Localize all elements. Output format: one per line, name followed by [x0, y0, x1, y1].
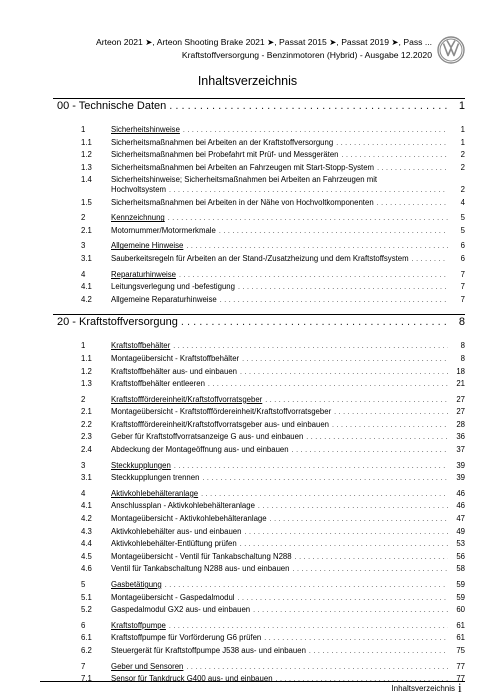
toc-entry[interactable]: [53, 420, 465, 431]
entry-line: [53, 564, 465, 575]
leader-dots: [295, 553, 448, 563]
entry-page-number: 1: [460, 125, 465, 134]
entry-line: [53, 295, 465, 306]
leader-dots: [208, 380, 448, 390]
entry-title: Kennzeichnung: [111, 213, 165, 223]
toc-entry[interactable]: [53, 489, 465, 500]
leader-dots: [270, 515, 448, 525]
toc-entry[interactable]: [53, 527, 465, 538]
entry-page-number: 1: [460, 137, 465, 147]
entry-title: Kraftstoffbehälter entleeren: [111, 379, 205, 389]
entry-page-number: 77: [456, 674, 465, 684]
entry-line: [53, 282, 465, 293]
entry-number: 7: [81, 661, 86, 671]
entry-title: Leitungsverlegung und -befestigung: [111, 282, 235, 292]
entry-line: [53, 473, 465, 484]
leader-dots: [244, 528, 448, 538]
toc-entry[interactable]: [53, 621, 465, 632]
toc-entry[interactable]: [53, 461, 465, 472]
leader-dots: [181, 316, 448, 328]
entry-number: 2.1: [81, 407, 92, 417]
footer-page-number: i: [458, 680, 462, 695]
entry-line: [53, 605, 465, 616]
entry-number: 1.1: [81, 353, 92, 363]
entry-page-number: 8: [460, 341, 465, 351]
toc-section-heading[interactable]: [53, 98, 465, 120]
leader-dots: [242, 355, 448, 365]
entry-page-number: 21: [456, 379, 465, 389]
entry-number: 3.1: [81, 473, 92, 483]
leader-dots: [174, 462, 448, 472]
entry-line: [53, 633, 465, 644]
toc-entry[interactable]: [53, 341, 465, 352]
entry-line: [53, 539, 465, 550]
toc-entry[interactable]: [53, 646, 465, 657]
entry-page-number: 27: [456, 407, 465, 417]
entry-number: 5.2: [81, 605, 92, 615]
entry-line: [53, 226, 465, 237]
entry-line: [53, 138, 465, 149]
entry-title: Allgemeine Reparaturhinweise: [111, 294, 217, 304]
entry-page-number: 6: [460, 241, 465, 251]
toc-entry[interactable]: [53, 432, 465, 443]
entry-title: Sicherheitsmaßnahmen bei Probefahrt mit Prüf- und Messgeräten: [111, 150, 339, 160]
toc-entry[interactable]: [53, 514, 465, 525]
leader-dots: [264, 634, 448, 644]
entry-number: 1.5: [81, 197, 92, 207]
toc-entry[interactable]: [53, 539, 465, 550]
leader-dots: [334, 408, 448, 418]
entry-number: 2: [81, 213, 86, 223]
entry-line: [53, 621, 465, 632]
entry-page-number: 56: [456, 551, 465, 561]
entry-line: [53, 367, 465, 378]
entry-number: 1: [81, 125, 86, 134]
toc-entry[interactable]: [53, 282, 465, 293]
entry-number: 7.1: [81, 674, 92, 684]
entry-number: 1: [81, 341, 86, 351]
entry-page-number: 2: [460, 184, 465, 194]
entry-title: Aktivkohlebehälter aus- und einbauen: [111, 526, 242, 536]
leader-dots: [377, 199, 448, 209]
entry-number: 4: [81, 488, 86, 498]
entry-title: Sauberkeitsregeln für Arbeiten an der Stand-/Zusatzheizung und dem Kraftstoffsystem: [111, 253, 409, 263]
document-header: [40, 36, 432, 61]
entry-title: Anschlussplan - Aktivkohlebehälteranlage: [111, 501, 255, 511]
entry-page-number: 8: [460, 353, 465, 363]
entry-line: [53, 213, 465, 224]
leader-dots: [201, 490, 448, 500]
entry-line: [53, 125, 465, 136]
entry-line: [53, 593, 465, 604]
entry-number: 1.3: [81, 162, 92, 172]
entry-number: 4.2: [81, 294, 92, 304]
entry-title: Kraftstoffbehälter: [111, 341, 171, 351]
entry-number: 2.4: [81, 445, 92, 455]
toc-entry[interactable]: [53, 367, 465, 378]
entry-title: Motornummer/Motormerkmale: [111, 225, 216, 235]
leader-dots: [265, 396, 448, 406]
section-title: 00 - Technische Daten: [57, 100, 167, 112]
toc-entry[interactable]: [53, 662, 465, 673]
entry-page-number: 4: [460, 197, 465, 207]
entry-page-number: 37: [456, 445, 465, 455]
entry-number: 6: [81, 620, 86, 630]
toc-entry[interactable]: [53, 552, 465, 563]
entry-page-number: 59: [456, 580, 465, 589]
header-models: Arteon 2021 ➤, Arteon Shooting Brake 2021 ➤, Passat 2015 ➤, Passat 2019 ➤, Pass ...: [96, 37, 432, 47]
entry-page-number: 6: [460, 253, 465, 263]
entry-line: [53, 163, 465, 174]
entry-number: 6.1: [81, 633, 92, 643]
entry-line: [53, 341, 465, 352]
entry-number: 2: [81, 394, 86, 404]
entry-number: 1.2: [81, 150, 92, 160]
entry-page-number: 49: [456, 526, 465, 536]
entry-line: [53, 514, 465, 525]
toc-entry[interactable]: [53, 379, 465, 390]
section-page-number: 1: [458, 100, 465, 112]
entry-title: Steckkupplungen trennen: [111, 473, 200, 483]
toc-entry[interactable]: [53, 473, 465, 484]
entry-title: Kraftstofffördereinheit/Kraftstoffvorratsgeber aus- und einbauen: [111, 419, 330, 429]
entry-title: Sensor für Tankdruck G400 aus- und einbauen: [111, 674, 273, 684]
entry-number: 4.1: [81, 282, 92, 292]
leader-dots: [336, 139, 448, 149]
entry-page-number: 77: [456, 661, 465, 671]
leader-dots: [306, 433, 448, 443]
entry-page-number: 47: [456, 514, 465, 524]
leader-dots: [220, 296, 448, 306]
leader-dots: [165, 581, 448, 591]
entry-title: Hochvoltsystem: [111, 184, 167, 194]
entry-number: 4.3: [81, 526, 92, 536]
entry-line: [53, 270, 465, 281]
vw-logo-icon: [437, 36, 465, 64]
entry-number: 4.6: [81, 564, 92, 574]
entry-page-number: 61: [456, 633, 465, 643]
toc-entry[interactable]: [53, 175, 465, 195]
leader-dots: [332, 421, 448, 431]
entry-title: Abdeckung der Montageöffnung aus- und einbauen: [111, 445, 289, 455]
leader-dots: [186, 663, 448, 673]
entry-line: [53, 552, 465, 563]
entry-title: Kraftstoffpumpe für Vorförderung G6 prüfen: [111, 633, 262, 643]
entry-title: Gasbetätigung: [111, 580, 162, 589]
entry-title: Sicherheitsmaßnahmen bei Arbeiten an Fahrzeugen mit Start-Stopp-System: [111, 162, 375, 172]
toc-entry[interactable]: [53, 354, 465, 365]
leader-dots: [238, 283, 448, 293]
leader-dots: [183, 126, 448, 136]
leader-dots: [412, 255, 448, 265]
entry-title: Steuergerät für Kraftstoffpumpe J538 aus- und einbauen: [111, 645, 306, 655]
entry-title: Kraftstoffpumpe: [111, 620, 166, 630]
entry-line: [53, 646, 465, 657]
leader-dots: [240, 540, 448, 550]
entry-line: [53, 501, 465, 512]
entry-line: [53, 662, 465, 673]
toc-entry[interactable]: [53, 580, 465, 591]
entry-line: [53, 379, 465, 390]
leader-dots: [168, 214, 448, 224]
leader-dots: [238, 594, 448, 604]
entry-number: 3.1: [81, 253, 92, 263]
entry-line: [53, 445, 465, 456]
entry-line: [53, 461, 465, 472]
entry-page-number: 36: [456, 432, 465, 442]
section-title: 20 - Kraftstoffversorgung: [57, 316, 178, 329]
entry-page-number: 7: [460, 269, 465, 279]
entry-page-number: 53: [456, 539, 465, 549]
entry-line: [53, 198, 465, 209]
leader-dots: [309, 647, 448, 657]
entry-title: Sicherheitshinweise: [111, 125, 180, 134]
entry-title: Kraftstofffördereinheit/Kraftstoffvorratsgeber: [111, 394, 263, 404]
entry-number: 1.1: [81, 137, 92, 147]
leader-dots: [186, 242, 448, 252]
leader-dots: [240, 368, 448, 378]
entry-line: [53, 407, 465, 418]
entry-page-number: 75: [456, 645, 465, 655]
toc-section: [53, 98, 465, 305]
toc-entry[interactable]: [53, 125, 465, 136]
entry-title: Ventil für Tankabschaltung N288 aus- und einbauen: [111, 564, 290, 574]
header-subtitle: Kraftstoffversorgung - Benzinmotoren (Hybrid) - Ausgabe 12.2020: [181, 49, 432, 60]
toc-entry[interactable]: [53, 198, 465, 209]
entry-title: Gaspedalmodul GX2 aus- und einbauen: [111, 605, 251, 615]
entry-line: [53, 395, 465, 406]
entry-line: [53, 185, 465, 196]
toc-entry[interactable]: [53, 163, 465, 174]
entry-page-number: 46: [456, 488, 465, 498]
toc-entry[interactable]: [53, 295, 465, 306]
leader-dots: [179, 271, 448, 281]
toc-entry[interactable]: [53, 150, 465, 161]
toc-entry[interactable]: [53, 395, 465, 406]
leader-dots: [219, 227, 448, 237]
entry-title: Sicherheitsmaßnahmen bei Arbeiten in der Nähe von Hochvoltkomponenten: [111, 197, 374, 207]
leader-dots: [258, 502, 448, 512]
toc-section-heading[interactable]: [53, 314, 465, 336]
leader-dots: [253, 606, 448, 616]
entry-page-number: 39: [456, 473, 465, 483]
entry-title: Montageübersicht - Gaspedalmodul: [111, 592, 235, 602]
entry-title: Sicherheitsmaßnahmen bei Arbeiten an der Kraftstoffversorgung: [111, 137, 334, 147]
entry-page-number: 18: [456, 366, 465, 376]
entry-page-number: 46: [456, 501, 465, 511]
entry-title: Montageübersicht - Kraftstofffördereinheit/Kraftstoffvorratsgeber: [111, 407, 332, 417]
entry-title: Allgemeine Hinweise: [111, 241, 184, 251]
leader-dots: [377, 164, 448, 174]
entry-title: Geber und Sensoren: [111, 661, 184, 671]
footer-rule: [40, 681, 465, 682]
entry-line: [53, 150, 465, 161]
leader-dots: [169, 100, 448, 112]
page-title: Inhaltsverzeichnis: [197, 74, 298, 88]
entry-title: Aktivkohlebehälteranlage: [111, 488, 199, 498]
toc-entry[interactable]: [53, 226, 465, 237]
entry-page-number: 28: [456, 419, 465, 429]
entry-page-number: 39: [456, 460, 465, 470]
entry-number: 3: [81, 241, 86, 251]
entry-page-number: 2: [460, 162, 465, 172]
entry-number: 5: [81, 580, 86, 589]
entry-number: 4.4: [81, 539, 92, 549]
section-page-number: 8: [458, 316, 465, 329]
toc-entry[interactable]: [53, 501, 465, 512]
entry-number: 4.1: [81, 501, 92, 511]
toc-entry[interactable]: [53, 445, 465, 456]
leader-dots: [202, 474, 448, 484]
leader-dots: [173, 342, 448, 352]
entry-line: [53, 354, 465, 365]
entry-number: 4: [81, 269, 86, 279]
leader-dots: [169, 622, 448, 632]
entry-page-number: 60: [456, 605, 465, 615]
entry-number: 2.3: [81, 432, 92, 442]
entry-line: [53, 420, 465, 431]
entry-page-number: 7: [460, 294, 465, 304]
entry-title: Sicherheitshinweise; Sicherheitsmaßnahmen bei Arbeiten an Fahrzeugen mit: [111, 175, 378, 185]
entry-number: 2.1: [81, 225, 92, 235]
toc-section: [53, 314, 465, 684]
entry-line: [53, 527, 465, 538]
entry-page-number: 7: [460, 282, 465, 292]
leader-dots: [292, 446, 448, 456]
entry-number: 6.2: [81, 645, 92, 655]
entry-page-number: 5: [460, 225, 465, 235]
toc-entry[interactable]: [53, 407, 465, 418]
entry-line: [53, 489, 465, 500]
leader-dots: [292, 565, 448, 575]
toc-entry[interactable]: [53, 564, 465, 575]
entry-number: 2.2: [81, 419, 92, 429]
toc-entry[interactable]: [53, 213, 465, 224]
entry-number: 3: [81, 460, 86, 470]
entry-page-number: 27: [456, 394, 465, 404]
entry-page-number: 5: [460, 213, 465, 223]
leader-dots: [342, 151, 448, 161]
entry-title: Kraftstoffbehälter aus- und einbauen: [111, 366, 237, 376]
table-of-contents: [53, 98, 465, 694]
entry-number: 4.5: [81, 551, 92, 561]
toc-entry[interactable]: [53, 593, 465, 604]
entry-title: Geber für Kraftstoffvorratsanzeige G aus- und einbauen: [111, 432, 304, 442]
leader-dots: [169, 186, 448, 196]
entry-line: [53, 254, 465, 265]
entry-title: Montageübersicht - Ventil für Tankabschaltung N288: [111, 551, 292, 561]
entry-line: [53, 432, 465, 443]
entry-page-number: 58: [456, 564, 465, 574]
toc-entry[interactable]: [53, 605, 465, 616]
toc-entry[interactable]: [53, 138, 465, 149]
entry-title: Montageübersicht - Aktivkohlebehälteranlage: [111, 514, 267, 524]
entry-number: 1.2: [81, 366, 92, 376]
entry-page-number: 61: [456, 620, 465, 630]
entry-title: Montageübersicht - Kraftstoffbehälter: [111, 353, 240, 363]
entry-title: Steckkupplungen: [111, 460, 171, 470]
entry-number: 1.4: [81, 175, 92, 185]
entry-number: 1.3: [81, 379, 92, 389]
entry-line: [53, 580, 465, 591]
toc-entry[interactable]: [53, 254, 465, 265]
entry-number: 4.2: [81, 514, 92, 524]
entry-title: Aktivkohlebehälter-Entlüftung prüfen: [111, 539, 237, 549]
footer-label: Inhaltsverzeichnis: [391, 684, 455, 693]
entry-page-number: 2: [460, 150, 465, 160]
toc-entry[interactable]: [53, 270, 465, 281]
entry-line: [53, 175, 465, 185]
toc-entry[interactable]: [53, 241, 465, 252]
entry-title: Reparaturhinweise: [111, 269, 177, 279]
entry-page-number: 59: [456, 592, 465, 602]
entry-line: [53, 241, 465, 252]
entry-number: 5.1: [81, 592, 92, 602]
toc-entry[interactable]: [53, 633, 465, 644]
